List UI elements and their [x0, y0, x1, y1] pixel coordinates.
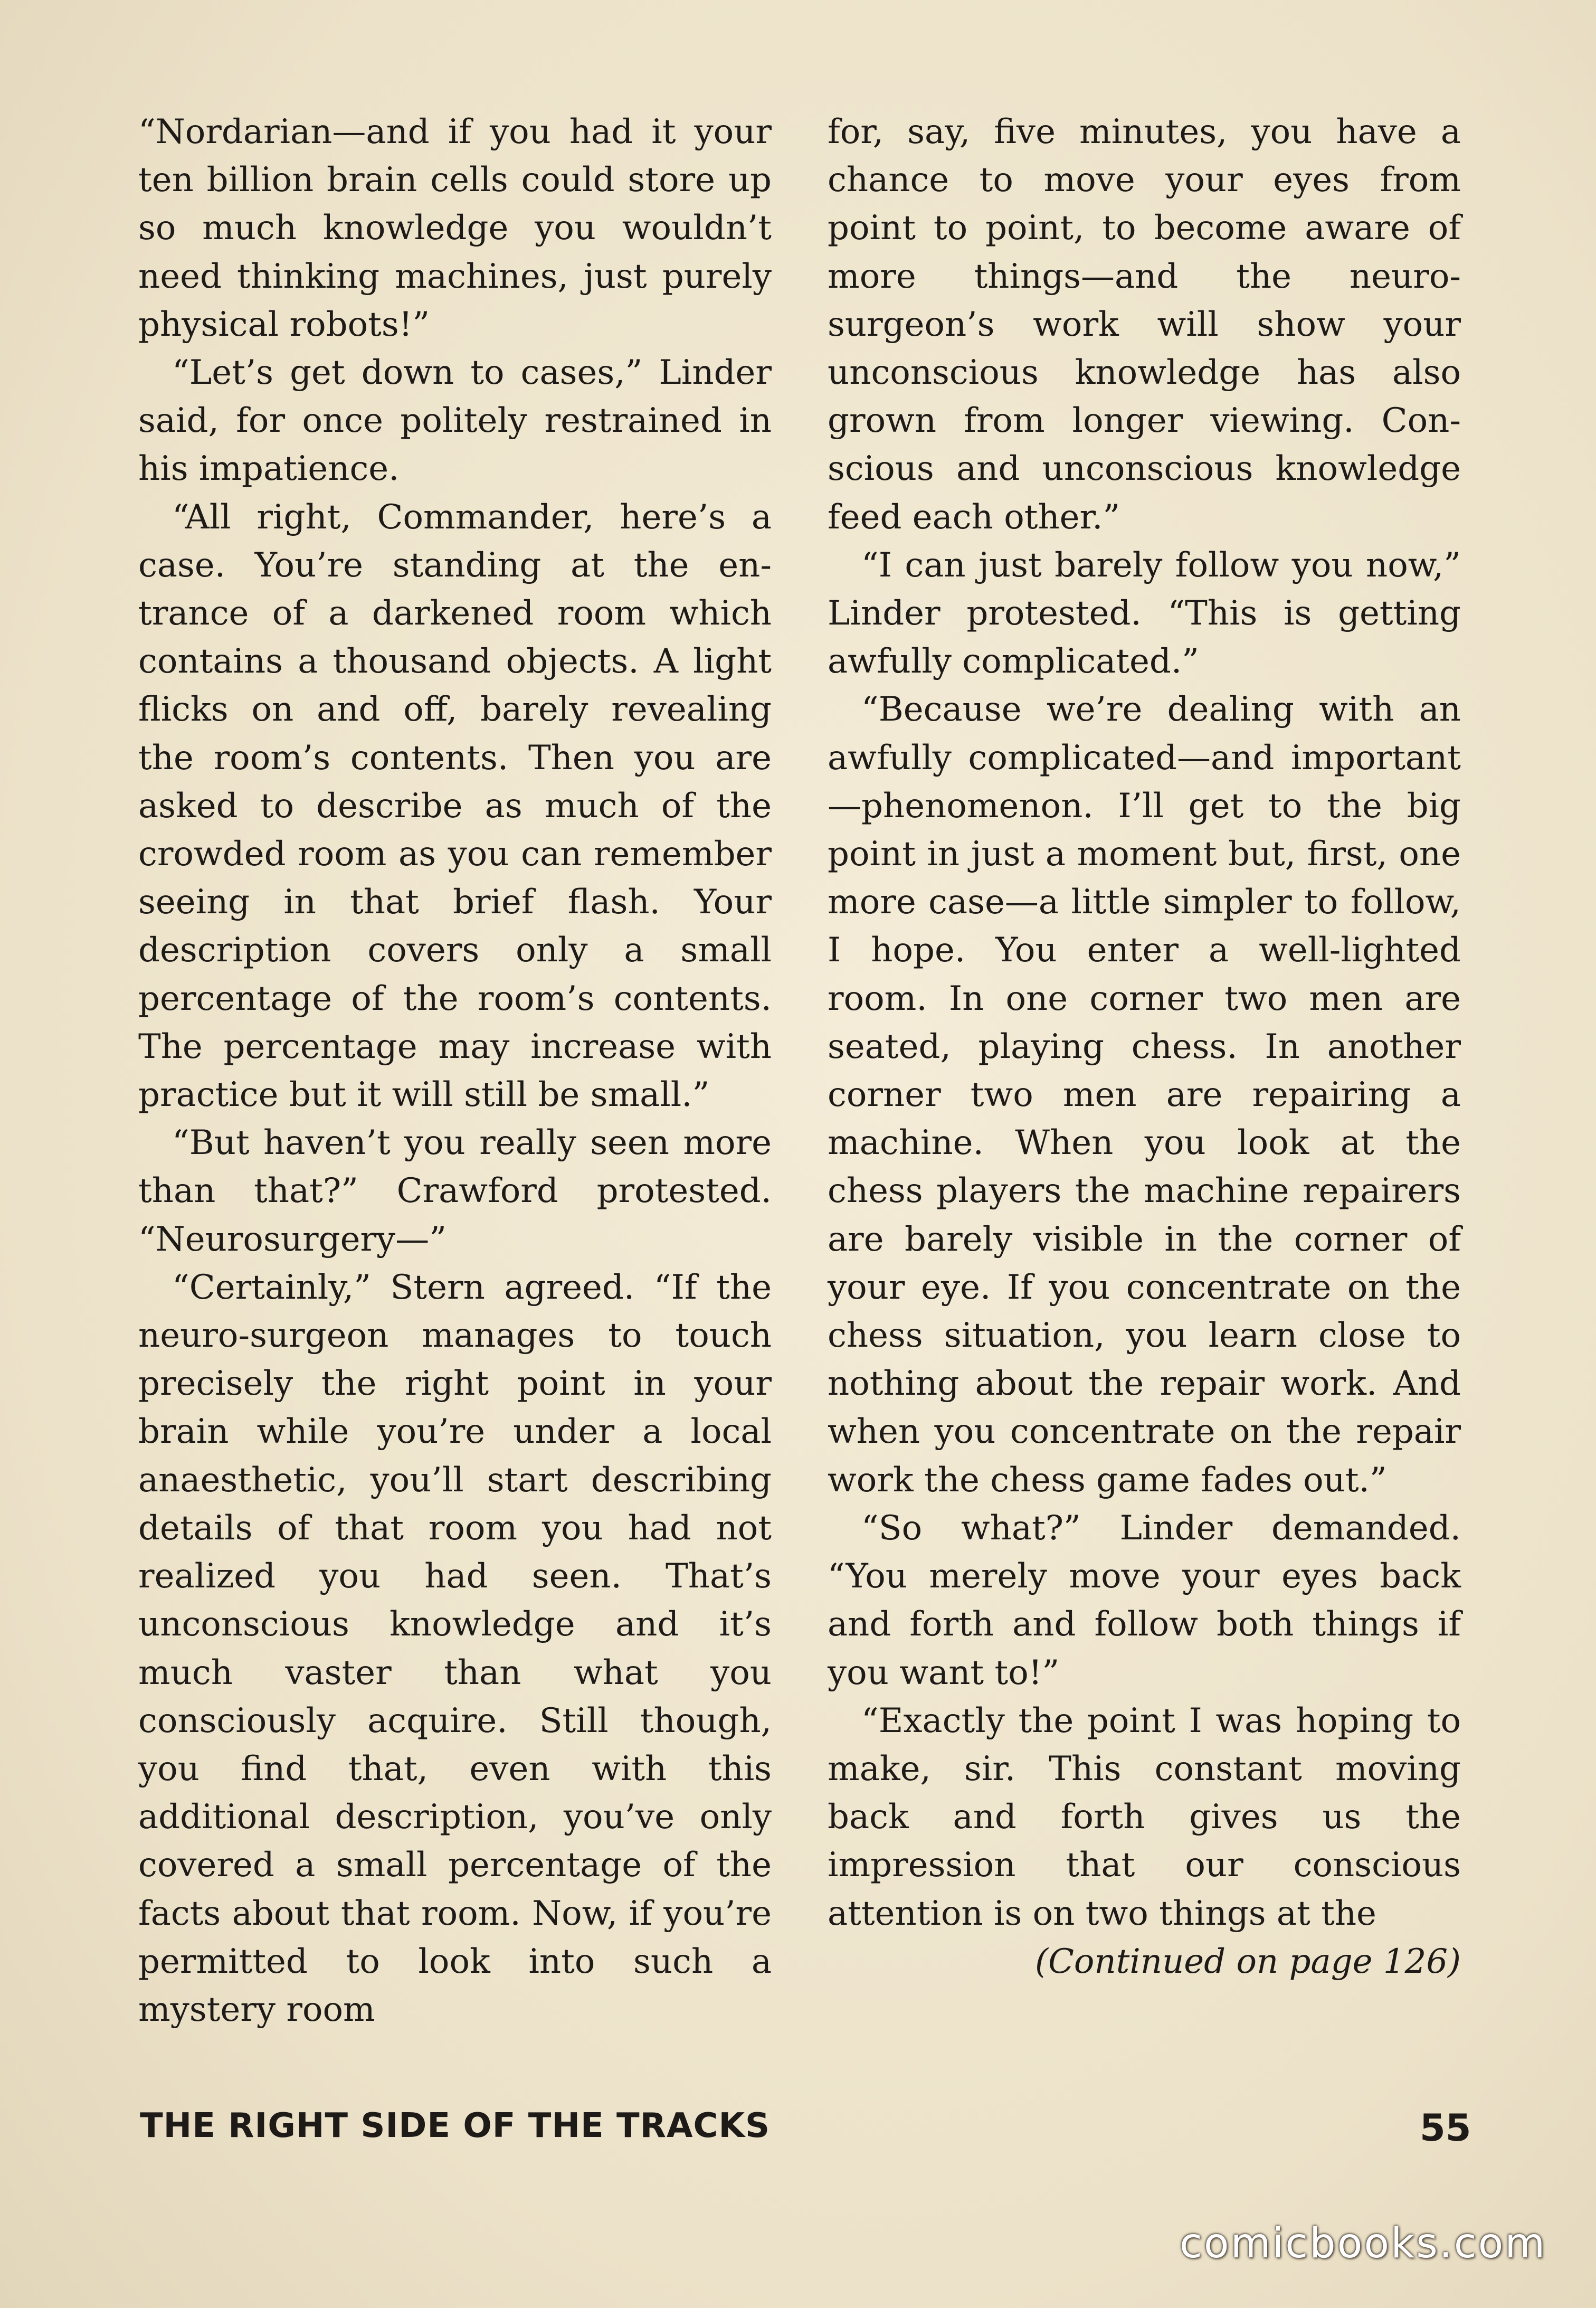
site-watermark: comicbooks.com — [1180, 2220, 1547, 2267]
paragraph: for, say, five minutes, you have a chance to move your eyes from point to point, to become aware of more things—and the neurosurgeon’s work will show your unconscious knowledge has also grown from longer viewing. Conscious and unconscious knowledge feed each other.” — [828, 112, 1461, 537]
paragraph: “But haven’t you really seen more than that?” Crawford protested. “Neurosurgery—” — [138, 1123, 772, 1259]
paragraph: “So what?” Linder demanded. “You merely move your eyes back and forth and follow both things if you want to!” — [828, 1508, 1461, 1692]
running-footer-title: THE RIGHT SIDE OF THE TRACKS — [140, 2106, 771, 2145]
paragraph: “Exactly the point I was hoping to make, sir. This constant moving back and forth gives us the impression that our conscious attention is on two things at the — [828, 1701, 1461, 1933]
right-text-column — [828, 108, 1461, 1986]
page-number: 55 — [1420, 2106, 1471, 2150]
paragraph: “Because we’re dealing with an awfully complicated—and important—phenomenon. I’ll get to the big point in just a moment but, first, one more case—a little simpler to follow, I hope. You enter a well-lighted room. In one corner two men are seated, playing chess. In another corner two men are repairing a machine. When you look at the chess players the machine repairers are barely visible in the corner of your eye. If you concentrate on the chess situation, you learn close to nothing about the repair work. And when you concentrate on the repair work the chess game fades out.” — [828, 690, 1461, 1500]
paragraph: “All right, Commander, here’s a case. You’re standing at the entrance of a darkened room which contains a thousand objects. A light flicks on and off, barely revealing the room’s contents. Then you are asked to describe as much of the crowded room as you can remember seeing in that brief flash. Your description covers only a small percentage of the room’s contents. The percentage may increase with practice but it will still be small.” — [138, 497, 772, 1115]
paragraph: “Let’s get down to cases,” Linder said, for once politely restrained in his impatience. — [138, 353, 772, 489]
paragraph: “Certainly,” Stern agreed. “If the neuro-surgeon manages to touch precisely the right point in your brain while you’re under a local anaesthetic, you’ll start describing details of that room you had not realized you had seen. That’s unconscious knowledge and it’s much vaster than what you consciously acquire. Still though, you find that, even with this additional description, you’ve only covered a small percentage of the facts about that room. Now, if you’re permitted to look into such a mystery room — [138, 1267, 772, 2029]
continued-note: (Continued on page 126) — [1034, 1942, 1461, 1981]
left-text-column — [138, 108, 772, 2034]
paragraph: “Nordarian—and if you had it your ten billion brain cells could store up so much knowledge you wouldn’t need thinking machines, just purely physical robots!” — [138, 112, 772, 344]
paragraph: “I can just barely follow you now,” Linder protested. “This is getting awfully complicated.” — [828, 545, 1461, 682]
